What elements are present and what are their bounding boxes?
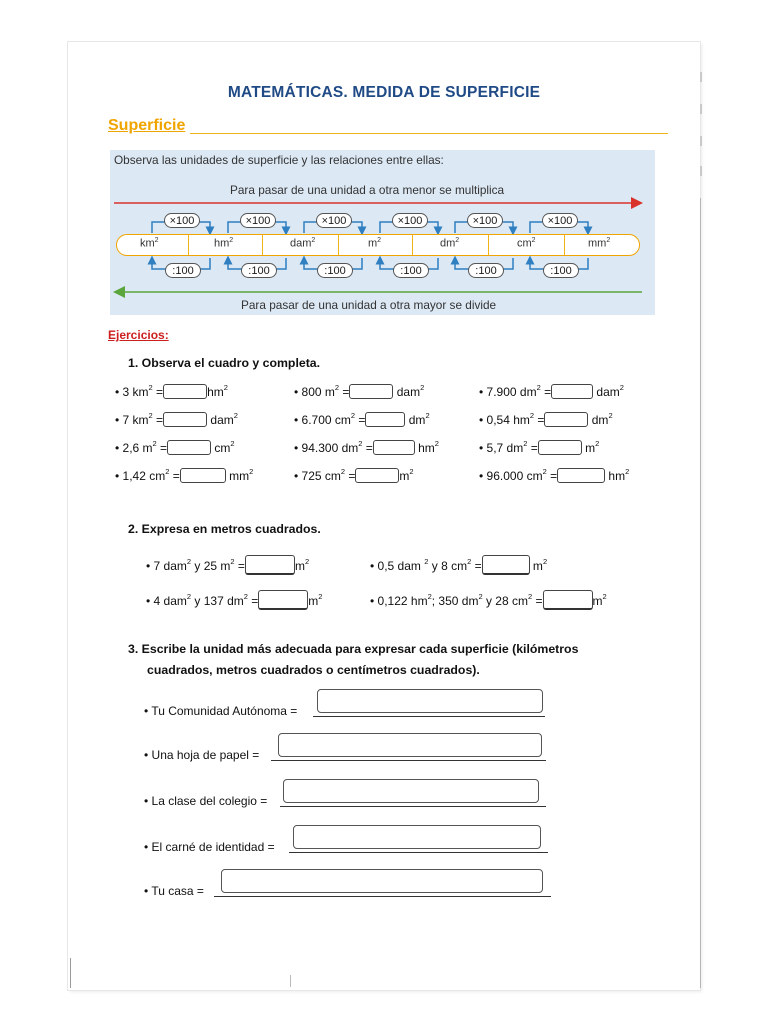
unit-choice-item	[144, 747, 259, 763]
answer-box[interactable]	[557, 468, 605, 483]
unit-separator	[188, 235, 189, 255]
unit-exponent: 2	[606, 237, 611, 244]
answer-box[interactable]	[355, 468, 399, 483]
equals-sign: =	[152, 385, 164, 399]
item-quantity: • 94.300 dm	[294, 441, 359, 455]
multiply-factor-label: ×100	[542, 213, 578, 228]
answer-box[interactable]	[543, 590, 593, 610]
item-exponent: 2	[542, 467, 547, 476]
item-quantity: • 800 m	[294, 385, 335, 399]
unit-exponent: 2	[377, 237, 382, 244]
item-exponent: 2	[186, 592, 192, 601]
item-quantity: • 0,54 hm	[479, 413, 530, 427]
item-quantity: • 6.700 cm	[294, 413, 351, 427]
unit-label-dm	[440, 237, 459, 250]
unit-choice-item	[144, 839, 275, 855]
exercise-1-heading: 1. Observa el cuadro y completa.	[128, 356, 321, 370]
conversion-item	[115, 468, 253, 484]
item-unit-exponent: 2	[249, 467, 254, 476]
answer-box[interactable]	[278, 733, 542, 757]
item-exponent: 2	[350, 411, 356, 420]
unit-name: cm	[517, 237, 532, 250]
unit-separator	[412, 235, 413, 255]
answer-box[interactable]	[544, 412, 588, 427]
conversion-item	[294, 468, 414, 484]
equals-sign: =	[362, 441, 373, 455]
item-exponent: 2	[424, 557, 429, 566]
unit-separator	[564, 235, 565, 255]
answer-line	[313, 716, 545, 717]
conversion-item	[294, 384, 424, 400]
item-unit-exponent: 2	[542, 557, 548, 566]
section-rule	[190, 133, 668, 134]
exercise-3-heading-line1: 3. Escribe la unidad más adecuada para expresar cada superficie (kilómetros	[128, 642, 579, 656]
answer-line	[280, 806, 546, 807]
item-quantity: • 96.000 cm	[479, 469, 543, 483]
unit-name: hm	[214, 237, 230, 250]
item-unit: m	[529, 559, 543, 573]
equals-sign: =	[152, 413, 164, 427]
unit-choice-item	[144, 703, 297, 719]
equals-sign: =	[534, 413, 545, 427]
item-unit: m	[308, 594, 319, 608]
conversion-item	[479, 440, 599, 456]
answer-line	[271, 760, 546, 761]
unit-name: m	[368, 237, 378, 250]
answer-box[interactable]	[258, 590, 308, 610]
unit-exponent: 2	[229, 237, 234, 244]
multiply-factor-label: ×100	[164, 213, 200, 228]
unit-label-dam	[290, 237, 315, 250]
answer-box[interactable]	[221, 869, 543, 893]
multiply-rule-text: Para pasar de una unidad a otra menor se multiplica	[230, 183, 505, 197]
conversion-item	[115, 412, 238, 428]
page-edge-mark	[700, 72, 702, 82]
answer-box[interactable]	[482, 555, 530, 575]
equals-sign: =	[527, 441, 538, 455]
page-edge-mark	[700, 166, 702, 176]
equals-sign: =	[355, 413, 366, 427]
page-edge-mark	[700, 198, 701, 988]
item-unit: hm	[414, 441, 435, 455]
conversion-item	[479, 384, 624, 400]
answer-box[interactable]	[163, 412, 207, 427]
conversion-item	[115, 384, 228, 400]
equals-sign: =	[540, 385, 552, 399]
unit-choice-item	[144, 883, 204, 899]
item-prompt: • La clase del colegio =	[144, 794, 268, 808]
item-unit-exponent: 2	[233, 411, 238, 420]
item-unit: m	[294, 559, 305, 573]
exercise-2-heading: 2. Expresa en metros cuadrados.	[128, 522, 321, 536]
item-unit-exponent: 2	[619, 383, 624, 392]
item-unit-exponent: 2	[318, 592, 323, 601]
item-unit-exponent: 2	[434, 439, 439, 448]
item-prompt: • Tu casa =	[144, 884, 204, 898]
answer-box[interactable]	[167, 440, 211, 455]
item-quantity: • 4 dam	[146, 594, 187, 608]
item-exponent: 2	[334, 383, 340, 392]
square-meters-item	[370, 590, 607, 610]
item-exponent: 2	[358, 439, 363, 448]
item-unit-exponent: 2	[420, 383, 425, 392]
item-exponent: 2	[165, 467, 170, 476]
equals-sign: =	[546, 469, 558, 483]
equals-sign: =	[156, 441, 168, 455]
item-unit: dam	[207, 413, 234, 427]
page-edge-mark	[700, 136, 702, 146]
answer-box[interactable]	[180, 468, 226, 483]
item-unit: dam	[593, 385, 620, 399]
item-unit-exponent: 2	[595, 439, 600, 448]
unit-exponent: 2	[455, 237, 460, 244]
item-unit: dam	[393, 385, 421, 399]
unit-exponent: 2	[311, 237, 316, 244]
item-exponent: 2	[427, 592, 432, 601]
equals-sign: =	[247, 594, 259, 608]
item-exponent: 2	[478, 592, 483, 601]
item-prompt: • Una hoja de papel =	[144, 748, 260, 762]
item-quantity: • 7 km	[115, 413, 149, 427]
item-quantity: • 3 km	[115, 385, 149, 399]
multiply-factor-label: ×100	[467, 213, 503, 228]
item-exponent: 2	[527, 592, 533, 601]
answer-box[interactable]	[293, 825, 541, 849]
item-unit: m	[399, 469, 410, 483]
item-exponent: 2	[148, 411, 153, 420]
item-quantity: y 8 cm	[428, 559, 468, 573]
unit-label-hm	[214, 237, 233, 250]
item-exponent: 2	[536, 383, 541, 392]
answer-box[interactable]	[538, 440, 582, 455]
unit-label-mm	[588, 237, 610, 250]
item-unit-exponent: 2	[304, 557, 310, 566]
answer-box[interactable]	[373, 440, 415, 455]
item-unit: m	[581, 441, 596, 455]
square-meters-item	[146, 590, 322, 610]
equals-sign: =	[471, 559, 482, 573]
page-edge-mark	[700, 104, 702, 114]
item-unit: hm	[207, 385, 224, 399]
unit-exponent: 2	[531, 237, 536, 244]
item-unit: mm	[225, 469, 250, 483]
square-meters-item	[370, 555, 547, 575]
conversion-item	[115, 440, 235, 456]
unit-choice-item	[144, 793, 267, 809]
info-box	[110, 150, 655, 315]
divide-factor-label: :100	[241, 263, 277, 278]
item-quantity: • 2,6 m	[115, 441, 153, 455]
item-unit-exponent: 2	[608, 411, 613, 420]
item-unit-exponent: 2	[409, 467, 414, 476]
unit-label-km	[140, 237, 159, 250]
answer-box[interactable]	[349, 384, 393, 399]
multiply-factor-label: ×100	[392, 213, 428, 228]
unit-exponent: 2	[154, 237, 159, 244]
divide-factor-label: :100	[393, 263, 429, 278]
unit-name: mm	[588, 237, 607, 250]
unit-separator	[488, 235, 489, 255]
answer-box[interactable]	[245, 555, 295, 575]
item-exponent: 2	[148, 383, 153, 392]
item-unit: dm	[588, 413, 609, 427]
divide-factor-label: :100	[543, 263, 579, 278]
divide-factor-label: :100	[165, 263, 201, 278]
answer-line	[214, 896, 551, 897]
answer-box[interactable]	[163, 384, 207, 399]
item-unit-exponent: 2	[223, 383, 228, 392]
item-unit: hm	[605, 469, 626, 483]
item-exponent: 2	[230, 557, 235, 566]
answer-box[interactable]	[365, 412, 405, 427]
answer-box[interactable]	[283, 779, 539, 803]
item-unit-exponent: 2	[625, 467, 630, 476]
page-title: MATEMÁTICAS. MEDIDA DE SUPERFICIE	[227, 84, 541, 101]
info-intro: Observa las unidades de superficie y las relaciones entre ellas:	[114, 153, 444, 167]
conversion-item	[294, 412, 430, 428]
equals-sign: =	[169, 469, 180, 483]
item-prompt: • El carné de identidad =	[144, 840, 275, 854]
section-heading: Superficie	[108, 117, 186, 134]
unit-label-m	[368, 237, 381, 250]
item-quantity: • 5,7 dm	[479, 441, 524, 455]
item-exponent: 2	[186, 557, 192, 566]
page-edge-mark	[290, 975, 291, 987]
item-exponent: 2	[523, 439, 528, 448]
item-exponent: 2	[243, 592, 248, 601]
conversion-item	[479, 412, 613, 428]
item-quantity: • 0,5 dam	[370, 559, 425, 573]
exercise-3-heading-line2: cuadrados, metros cuadrados o centímetros cuadrados).	[147, 663, 480, 677]
equals-sign: =	[532, 594, 543, 608]
item-unit-exponent: 2	[425, 411, 430, 420]
unit-name: dm	[440, 237, 456, 250]
equals-sign: =	[339, 385, 350, 399]
item-quantity: • 7.900 dm	[479, 385, 537, 399]
item-quantity: • 0,122 hm	[370, 594, 428, 608]
item-quantity: • 7 dam	[146, 559, 187, 573]
item-exponent: 2	[340, 467, 346, 476]
conversion-item	[479, 468, 629, 484]
answer-box[interactable]	[551, 384, 593, 399]
answer-line	[289, 852, 548, 853]
item-unit: cm	[211, 441, 231, 455]
item-unit: m	[592, 594, 603, 608]
unit-label-cm	[517, 237, 536, 250]
item-quantity: y 25 m	[191, 559, 231, 573]
divide-rule-text: Para pasar de una unidad a otra mayor se divide	[241, 298, 497, 312]
divide-factor-label: :100	[468, 263, 504, 278]
item-quantity: • 725 cm	[294, 469, 341, 483]
equals-sign: =	[234, 559, 245, 573]
equals-sign: =	[345, 469, 356, 483]
exercises-label: Ejercicios:	[108, 328, 169, 342]
item-unit-exponent: 2	[602, 592, 607, 601]
item-quantity: y 28 cm	[482, 594, 528, 608]
square-meters-item	[146, 555, 309, 575]
unit-name: dam	[290, 237, 312, 250]
multiply-factor-label: ×100	[240, 213, 276, 228]
divide-factor-label: :100	[317, 263, 353, 278]
item-exponent: 2	[467, 557, 472, 566]
item-quantity: ; 350 dm	[431, 594, 479, 608]
unit-separator	[338, 235, 339, 255]
item-prompt: • Tu Comunidad Autónoma =	[144, 704, 298, 718]
page-edge-mark	[70, 958, 71, 988]
unit-separator	[262, 235, 263, 255]
item-unit-exponent: 2	[230, 439, 235, 448]
multiply-factor-label: ×100	[316, 213, 352, 228]
item-exponent: 2	[152, 439, 157, 448]
item-quantity: • 1,42 cm	[115, 469, 166, 483]
unit-name: km	[140, 237, 155, 250]
item-exponent: 2	[529, 411, 535, 420]
answer-box[interactable]	[317, 689, 543, 713]
item-unit: dm	[405, 413, 426, 427]
conversion-item	[294, 440, 439, 456]
item-quantity: y 137 dm	[191, 594, 244, 608]
